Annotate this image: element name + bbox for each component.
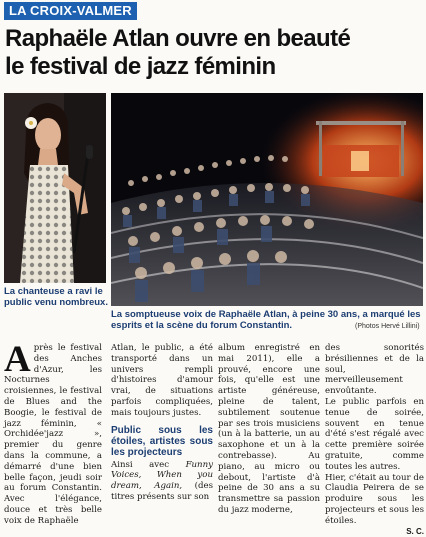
column-2-tail [111, 460, 213, 503]
article-column-1 [4, 339, 102, 527]
singer-photo [4, 93, 106, 283]
headline-line-2: le festival de jazz féminin [5, 53, 276, 80]
crowd-illustration [111, 93, 423, 306]
tail-prefix: Ainsi avec [111, 459, 186, 470]
drop-cap: A [4, 339, 31, 380]
article-column-3 [218, 343, 320, 516]
column-2-text: Atlan, le public, a été transporté dans un univers rempli d'histoires d'amour vrai, de situations parfois compliquées, mais toujours justes. [111, 343, 213, 418]
article-column-4 [325, 343, 424, 537]
article-subhead: Public sous les étoiles, artistes sous les projecteurs [111, 424, 213, 458]
song-titles: Funny Voices, When you dream, Again, [111, 459, 213, 492]
headline-line-1: Raphaële Atlan ouvre en beauté [5, 25, 351, 52]
section-kicker: LA CROIX-VALMER [4, 2, 137, 20]
article-column-2 [111, 343, 213, 503]
amphitheatre-photo [111, 93, 423, 306]
photo-credit: (Photos Hervé Lillini) [355, 323, 420, 330]
headline [5, 25, 423, 81]
column-1-text: près le festival des Anches d'Azur, les Nocturnes croisiennes, le festival de Blues and the Boogie, le festival de jazz féminin, « Orchidée'jazz », premier du genre dans la commune, a démarré d'une bien belle façon, jeudi soir au forum Constantin. Avec l'élégance, douce et très belle voix de Raphaële [4, 343, 102, 526]
column-4-para-3: Hier, c'était au tour de Claudia Peirera de se produire sous les projecteurs et sous les étoiles. [325, 472, 424, 526]
column-3-text: album enregistré en mai 2011), elle a prouvé, encore une fois, qu'elle est une artiste généreuse, pleine de talent, subtilement soutenue par ses trois musiciens (un à la batterie, un au saxophone et un à la contrebasse). Au piano, au micro ou debout, l'artiste d'à peine de 30 ans a su transmettre sa passion du jazz moderne, [218, 343, 320, 515]
caption-amphitheatre: La somptueuse voix de Raphaële Atlan, à peine 30 ans, a marqué les esprits et la scène du forum Constantin. [111, 309, 421, 331]
column-4-para-1: des sonorités brésiliennes et de la soul, merveilleusement envoûtante. [325, 343, 424, 397]
column-4-para-2: Le public parfois en tenue de soirée, souvent en tenue d'été s'est régalé avec cette première soirée gratuite, comme toutes les autres. [325, 396, 424, 472]
caption-singer: La chanteuse a ravi le public venu nombreux. [4, 286, 108, 308]
singer-illustration [4, 93, 106, 283]
tail-suffix: (des titres présents sur son [111, 481, 213, 502]
author-signature: S. C. [406, 526, 424, 536]
